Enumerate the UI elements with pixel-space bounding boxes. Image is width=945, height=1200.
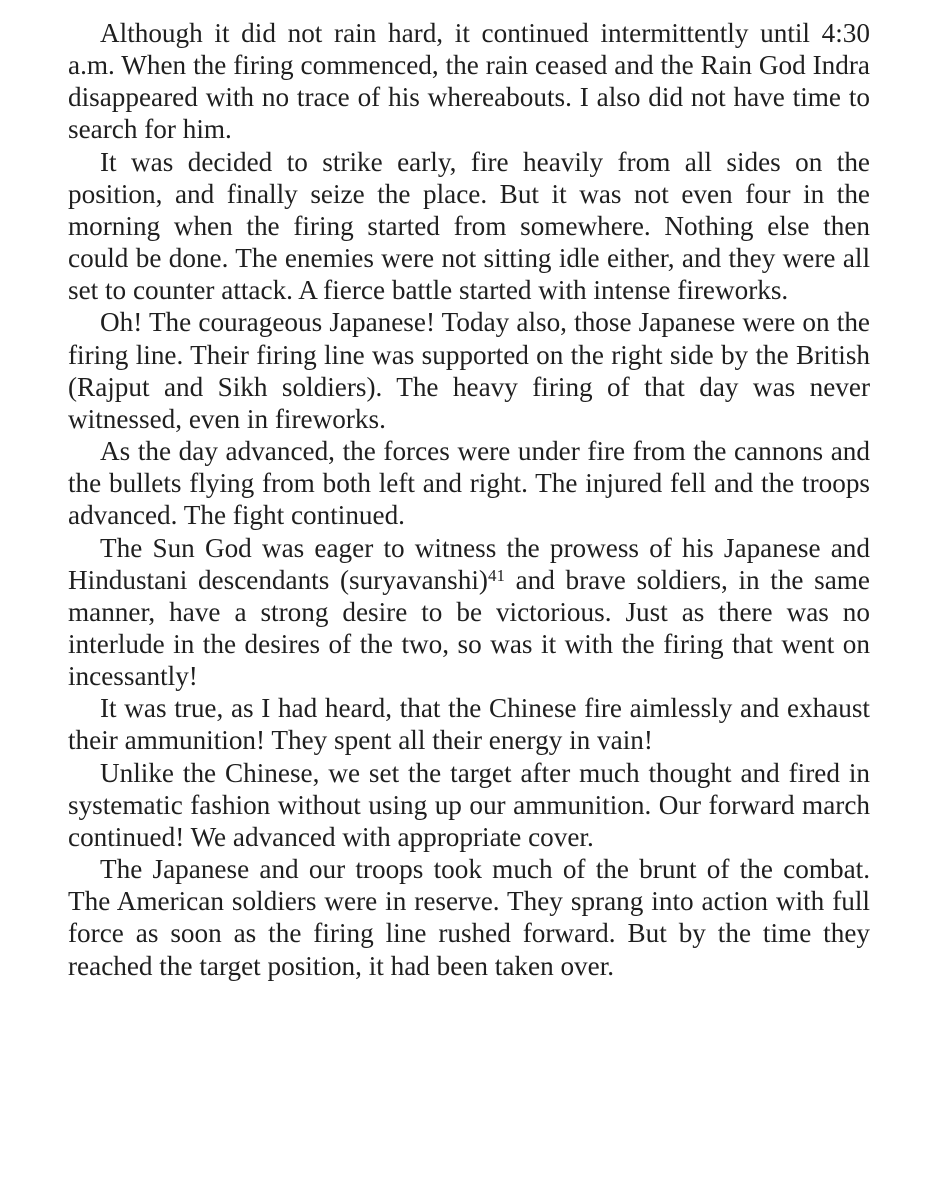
paragraph-sun-god-text-after: and brave soldiers, in the same manner, have a strong desire to be victorious. Just as there was no interlude in the desires of the two, so was it with the firing that went on incessantly!	[68, 564, 870, 692]
paragraph-japanese-firing-line: Oh! The courageous Japanese! Today also, those Japanese were on the firing line. Their firing line was supported on the right side by the British (Rajput and Sikh soldiers). The heavy firing of that day was never witnessed, even in fireworks.	[68, 307, 870, 434]
paragraph-chinese-fire: It was true, as I had heard, that the Chinese fire aimlessly and exhaust their ammunition! They spent all their energy in vain!	[68, 693, 870, 756]
paragraph-sun-god-text-before: The Sun God was eager to witness the prowess of his Japanese and Hindustani descendants (suryavanshi)	[68, 532, 870, 595]
paragraph-sun-god	[68, 532, 870, 693]
paragraph-strike-early: It was decided to strike early, fire heavily from all sides on the position, and finally seize the place. But it was not even four in the morning when the firing started from somewhere. Nothing else then could be done. The enemies were not sitting idle either, and they were all set to counter attack. A fierce battle started with intense fireworks.	[68, 146, 870, 306]
paragraph-american-reserve: The Japanese and our troops took much of the brunt of the combat. The American soldiers were in reserve. They sprang into action with full force as soon as the firing line rushed forward. But by the time they reached the target position, it had been taken over.	[68, 854, 870, 981]
book-page-text	[68, 17, 870, 982]
paragraph-rain: Although it did not rain hard, it continued intermittently until 4:30 a.m. When the firing commenced, the rain ceased and the Rain God Indra disappeared with no trace of his whereabouts. I also did not have time to search for him.	[68, 18, 870, 145]
paragraph-systematic-fire: Unlike the Chinese, we set the target after much thought and fired in systematic fashion without using up our ammunition. Our forward march continued! We advanced with appropriate cover.	[68, 757, 870, 852]
paragraph-day-advanced: As the day advanced, the forces were under fire from the cannons and the bullets flying from both left and right. The injured fell and the troops advanced. The fight continued.	[68, 436, 870, 531]
footnote-marker: 41	[487, 565, 505, 585]
